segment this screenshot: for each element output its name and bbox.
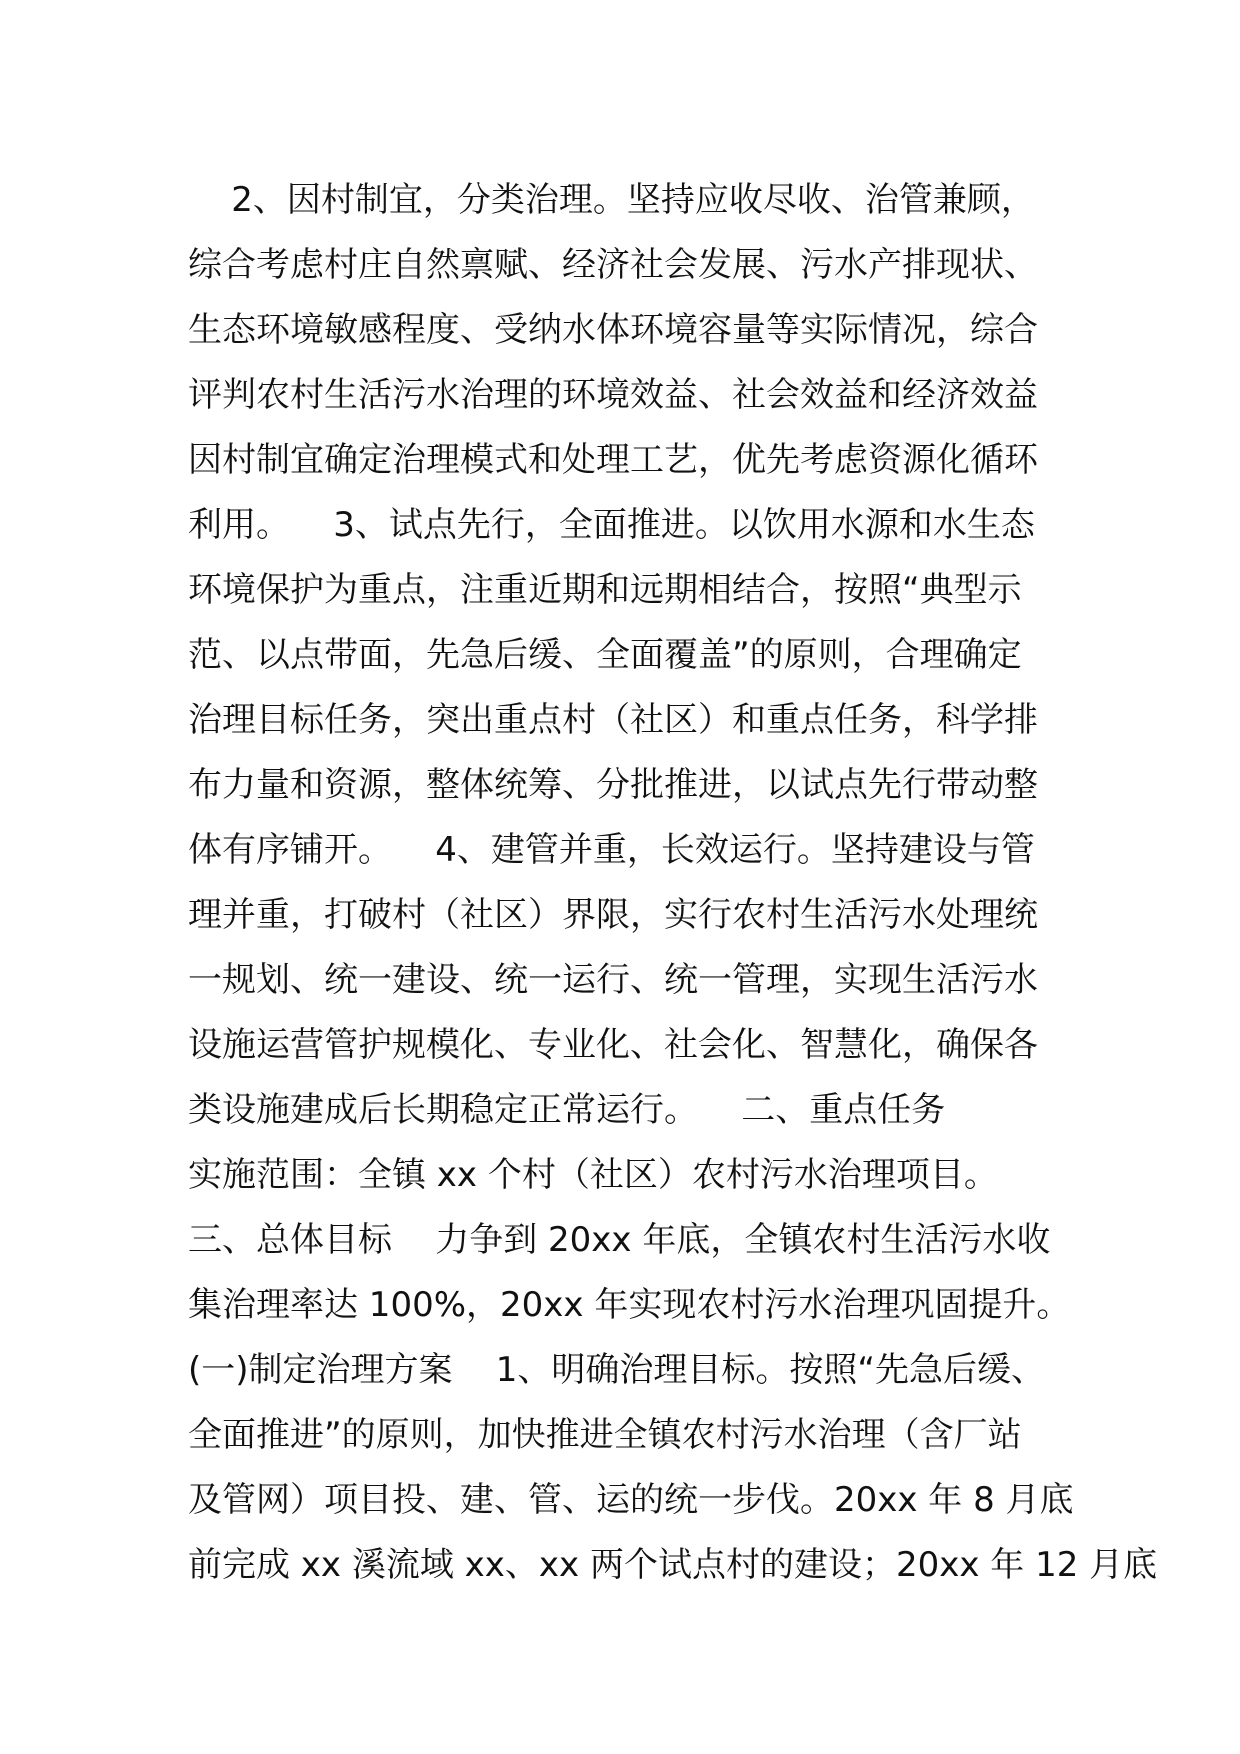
text-line: 生态环境敏感程度、受纳水体环境容量等实际情况，综合: [188, 310, 1038, 350]
text-line: 治理目标任务，突出重点村（社区）和重点任务，科学排: [188, 700, 1038, 740]
text-line: 前完成 xx 溪流域 xx、xx 两个试点村的建设；20xx 年 12 月底: [188, 1545, 1158, 1585]
text-line: 综合考虑村庄自然禀赋、经济社会发展、污水产排现状、: [188, 245, 1038, 285]
text-line: 理并重，打破村（社区）界限，实行农村生活污水处理统: [188, 895, 1038, 935]
text-line: 体有序铺开。 4、建管并重，长效运行。坚持建设与管: [188, 830, 1035, 870]
text-line: 2、因村制宜，分类治理。坚持应收尽收、治管兼顾，: [188, 180, 1035, 220]
text-line: 利用。 3、试点先行，全面推进。以饮用水源和水生态: [188, 505, 1035, 545]
text-line: 环境保护为重点，注重近期和远期相结合，按照“典型示: [188, 570, 1022, 610]
text-line: 布力量和资源，整体统筹、分批推进，以试点先行带动整: [188, 765, 1038, 805]
text-line: 范、以点带面，先急后缓、全面覆盖”的原则，合理确定: [188, 635, 1022, 675]
text-line: 实施范围：全镇 xx 个村（社区）农村污水治理项目。: [188, 1155, 998, 1195]
text-line: 因村制宜确定治理模式和处理工艺，优先考虑资源化循环: [188, 440, 1038, 480]
text-line: 类设施建成后长期稳定正常运行。 二、重点任务: [188, 1090, 946, 1130]
text-line: 全面推进”的原则，加快推进全镇农村污水治理（含厂站: [188, 1415, 1022, 1455]
text-line: 集治理率达 100%，20xx 年实现农村污水治理巩固提升。: [188, 1285, 1071, 1325]
text-line: 评判农村生活污水治理的环境效益、社会效益和经济效益: [188, 375, 1038, 415]
body-text: [188, 168, 1158, 1598]
text-line: 三、总体目标 力争到 20xx 年底，全镇农村生活污水收: [188, 1220, 1051, 1260]
text-line: 设施运营管护规模化、专业化、社会化、智慧化，确保各: [188, 1025, 1038, 1065]
text-line: 一规划、统一建设、统一运行、统一管理，实现生活污水: [188, 960, 1038, 1000]
text-line: (一)制定治理方案 1、明确治理目标。按照“先急后缓、: [188, 1350, 1046, 1390]
text-line: 及管网）项目投、建、管、运的统一步伐。20xx 年 8 月底: [188, 1480, 1074, 1520]
